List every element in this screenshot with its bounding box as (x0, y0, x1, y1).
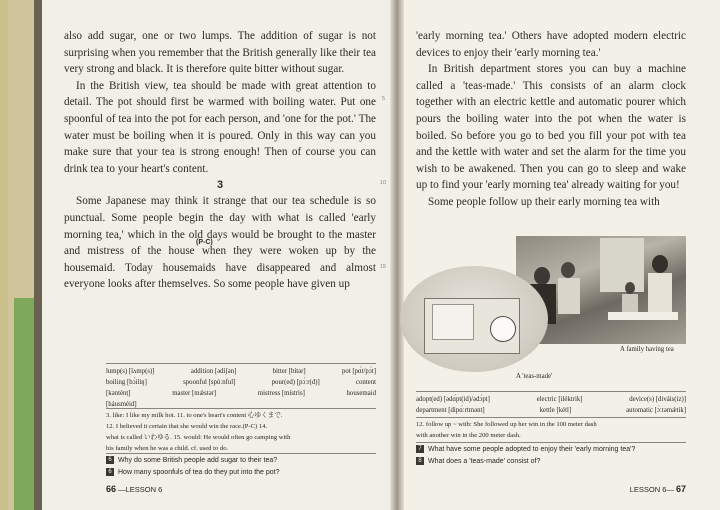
vocabulary-entry: boiling [bɔ́iliŋ] (106, 379, 147, 386)
book-cover-strip (34, 0, 42, 510)
section-number: 3 (216, 179, 224, 192)
paragraph: 'early morning tea.' Others have adopted modern electric devices to enjoy their 'early morning tea.' (416, 30, 686, 59)
note-line: 3. like: I like my milk hot. 11. to one's heart's content 心ゆくまで. (106, 412, 283, 419)
lesson-label: —LESSON 6 (118, 485, 163, 494)
line-marker: 5 (382, 96, 386, 102)
divider (416, 442, 686, 443)
vocabulary-list (416, 394, 686, 416)
lesson-label: LESSON 6— (629, 485, 674, 494)
paragraph: In the British view, tea should be made with great attention to detail. The pot should first be warmed with boiling water. Put one spoonful of tea into the pot for each person, and 'one for the pot.' The water must be boiling when it is poured. Only in this way can you make sure that your tea is strong enough! Then of course you can drink tea to your heart's content. (64, 79, 376, 175)
question (416, 444, 686, 456)
right-page-body (416, 28, 686, 211)
question (416, 456, 686, 468)
divider (106, 408, 376, 409)
note-line: 12. follow up ~ with: She followed up her win in the 100 meter dash (416, 421, 597, 428)
questions (416, 444, 686, 468)
question-text: What does a 'teas-made' consist of? (428, 458, 541, 465)
divider (106, 453, 376, 454)
vocabulary-list (106, 366, 376, 410)
question-number: 6 (106, 456, 114, 464)
vocabulary-entry: mistress [místris] (257, 390, 305, 397)
vocabulary-entry: [kənténṭ] (106, 390, 131, 397)
question-text: How many spoonfuls of tea do they put into the pot? (118, 469, 280, 476)
vocabulary-entry: [háusmèid] (106, 401, 137, 408)
note-line: his family when he was a child. cf. used to do. (106, 445, 229, 452)
note-line: what is called いわゆる. 15. would: He would often go camping with (106, 434, 291, 441)
question-text: What have some people adopted to enjoy their 'early morning tea'? (428, 446, 636, 453)
book-gutter (390, 0, 404, 510)
vocabulary-entry: pour(ed) [pɔ́ːr(d)] (271, 379, 320, 386)
questions (106, 455, 376, 479)
page-number: 66 (106, 484, 117, 494)
vocabulary-entry: device(s) [diváis(iz)] (629, 396, 686, 403)
vocabulary-entry: master [mǽstər] (172, 390, 217, 397)
question-number: 7 (416, 445, 424, 453)
vocabulary-entry: spoonful [spúːnful] (183, 379, 236, 386)
vocabulary-entry: addition [ədíʃən] (190, 368, 237, 375)
question (106, 455, 376, 467)
vocabulary-entry: pot [pɑ́t/pɔ́t] (342, 368, 376, 375)
vocabulary-entry: lump(s) [lʌmp(s)] (106, 368, 155, 375)
vocabulary-row (416, 394, 686, 405)
vocabulary-entry: housemaid (346, 390, 376, 397)
paragraph: also add sugar, one or two lumps. The addition of sugar is not surprising when you remember that the British generally like their tea very strong and black. It is therefore quite bitter without sugar. (64, 30, 376, 76)
divider (416, 417, 686, 418)
question (106, 467, 376, 479)
vocabulary-entry: kettle [kétl] (539, 407, 572, 414)
divider (106, 363, 376, 364)
vocabulary-entry: department [dipɑ́ːrtmənt] (416, 407, 485, 414)
question-number: 8 (416, 457, 424, 465)
paragraph: Some people follow up their early morning tea with (428, 195, 660, 208)
note-line: with another win in the 200 meter dash. (416, 432, 521, 439)
vocabulary-row (106, 377, 376, 388)
pc-mark: (P-C) (196, 239, 213, 246)
line-marker: 10 (380, 180, 387, 186)
question-number: 6 (106, 468, 114, 476)
page-folio (106, 484, 162, 494)
divider (416, 391, 686, 392)
vocabulary-entry: automatic [ɔ̀ːtəmǽtik] (626, 407, 686, 414)
vocabulary-entry: electric [iléktrik] (536, 396, 583, 403)
notes (106, 410, 376, 454)
vocabulary-row (106, 388, 376, 399)
question-text: Why do some British people add sugar to their tea? (118, 457, 278, 464)
note-line: 12. I believed it certain that she would win the race.(P-C) 14. (106, 423, 268, 430)
line-marker: 15 (380, 264, 387, 270)
alarm-clock-icon (490, 316, 516, 342)
vocabulary-entry: content (355, 379, 376, 386)
photo-caption: A 'teas-made' (516, 373, 553, 380)
page-folio (630, 484, 686, 494)
paragraph: Some Japanese may think it strange that our tea schedule is so punctual. Some people begin the day with what is called 'early morning tea,' which in the old days would be brought to the master and mistress of the house when they were woken up by the housemaid. Today housemaids have disappeared and almost everyone looks after themselves. So some people have given up (64, 195, 376, 291)
vocabulary-entry: adopt(ed) [ədɑ́pt(id)/ədɔ́pt] (416, 396, 490, 403)
vocabulary-entry: bitter [bítər] (272, 368, 306, 375)
kettle-panel (432, 304, 474, 340)
notes (416, 419, 686, 441)
vocabulary-row (106, 366, 376, 377)
vocabulary-row (416, 405, 686, 416)
page-number: 67 (675, 484, 686, 494)
photo-caption: A family having tea (620, 346, 674, 353)
left-page-body (64, 28, 376, 293)
paragraph: In British department stores you can buy a machine called a 'teas-made.' This consists of an alarm clock together with an electric kettle and automatic pourer which pours the boiling water into the pot when the water is boiled. So before you go to bed you fill your pot with tea and the kettle with water and set the alarm for the time you wish to be awakened. Then you can go to sleep and wake up to find your 'early morning tea' already waiting for you! (416, 63, 686, 192)
